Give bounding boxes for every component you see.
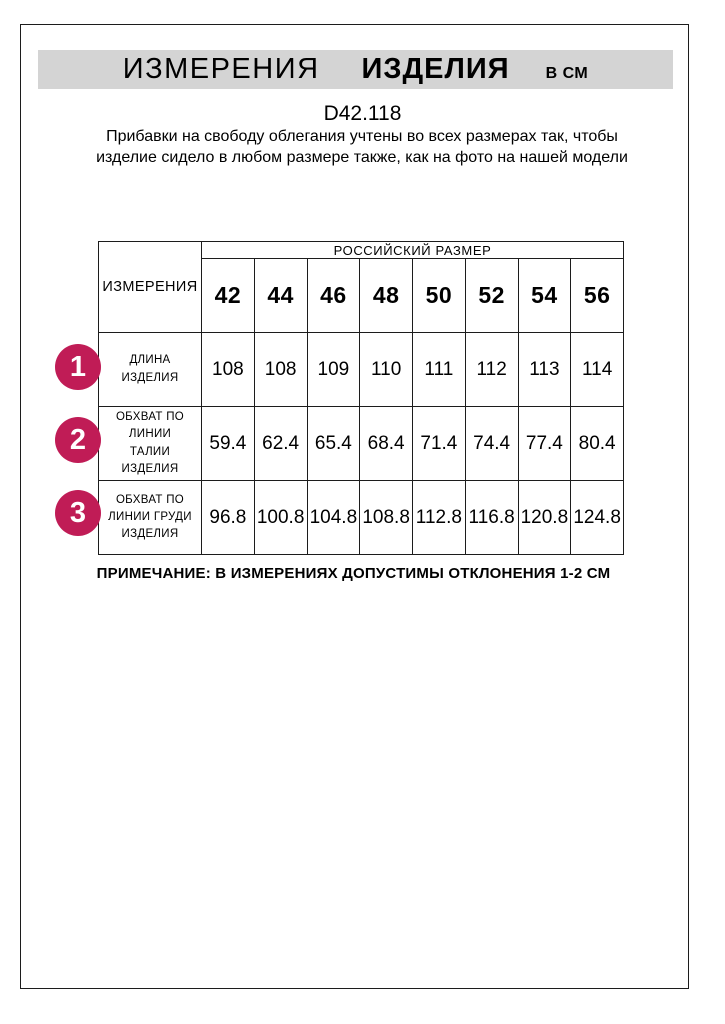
value-cell: 77.4 [518,407,571,481]
value-cell: 62.4 [254,407,307,481]
value-cell: 74.4 [465,407,518,481]
size-group-header-cell: РОССИЙСКИЙ РАЗМЕР [202,242,624,259]
measurements-header-cell: ИЗМЕРЕНИЯ [99,242,202,333]
row-number-badge: 3 [55,490,101,536]
size-header-cell: 56 [571,259,624,333]
value-cell: 112 [465,333,518,407]
size-header-cell: 52 [465,259,518,333]
size-header-cell: 44 [254,259,307,333]
row-number-badge: 2 [55,417,101,463]
value-cell: 113 [518,333,571,407]
row-label: ДЛИНА ИЗДЕЛИЯ [99,333,202,407]
fit-description: Прибавки на свободу облегания учтены во всех размерах так, чтобы изделие сидело в любом размере также, как на фото на нашей модели [96,128,628,166]
value-cell: 80.4 [571,407,624,481]
title-product: ИЗДЕЛИЯ [361,53,510,85]
value-cell: 110 [360,333,413,407]
value-cell: 96.8 [202,481,255,555]
value-cell: 109 [307,333,360,407]
value-cell: 120.8 [518,481,571,555]
title-measurements: ИЗМЕРЕНИЯ [122,53,320,85]
size-header-cell: 42 [202,259,255,333]
value-cell: 100.8 [254,481,307,555]
model-number: D42.118 [323,102,402,125]
title-unit: В СМ [545,65,589,82]
size-table [98,241,624,555]
value-cell: 111 [413,333,466,407]
value-cell: 108 [202,333,255,407]
value-cell: 108 [254,333,307,407]
value-cell: 68.4 [360,407,413,481]
size-header-cell: 54 [518,259,571,333]
tolerance-note: ПРИМЕЧАНИЕ: В ИЗМЕРЕНИЯХ ДОПУСТИМЫ ОТКЛОНЕНИЯ 1-2 СМ [96,565,611,582]
value-cell: 71.4 [413,407,466,481]
value-cell: 59.4 [202,407,255,481]
table-row-chest [99,481,624,555]
value-cell: 124.8 [571,481,624,555]
value-cell: 112.8 [413,481,466,555]
size-header-cell: 48 [360,259,413,333]
size-header-cell: 46 [307,259,360,333]
row-label: ОБХВАТ ПО ЛИНИИ ТАЛИИ ИЗДЕЛИЯ [99,407,202,481]
table-row-waist [99,407,624,481]
row-number-badge: 1 [55,344,101,390]
value-cell: 65.4 [307,407,360,481]
value-cell: 116.8 [465,481,518,555]
row-label: ОБХВАТ ПО ЛИНИИ ГРУДИ ИЗДЕЛИЯ [99,481,202,555]
value-cell: 114 [571,333,624,407]
value-cell: 104.8 [307,481,360,555]
table-row-length [99,333,624,407]
value-cell: 108.8 [360,481,413,555]
size-header-cell: 50 [413,259,466,333]
title-bar [38,50,673,89]
